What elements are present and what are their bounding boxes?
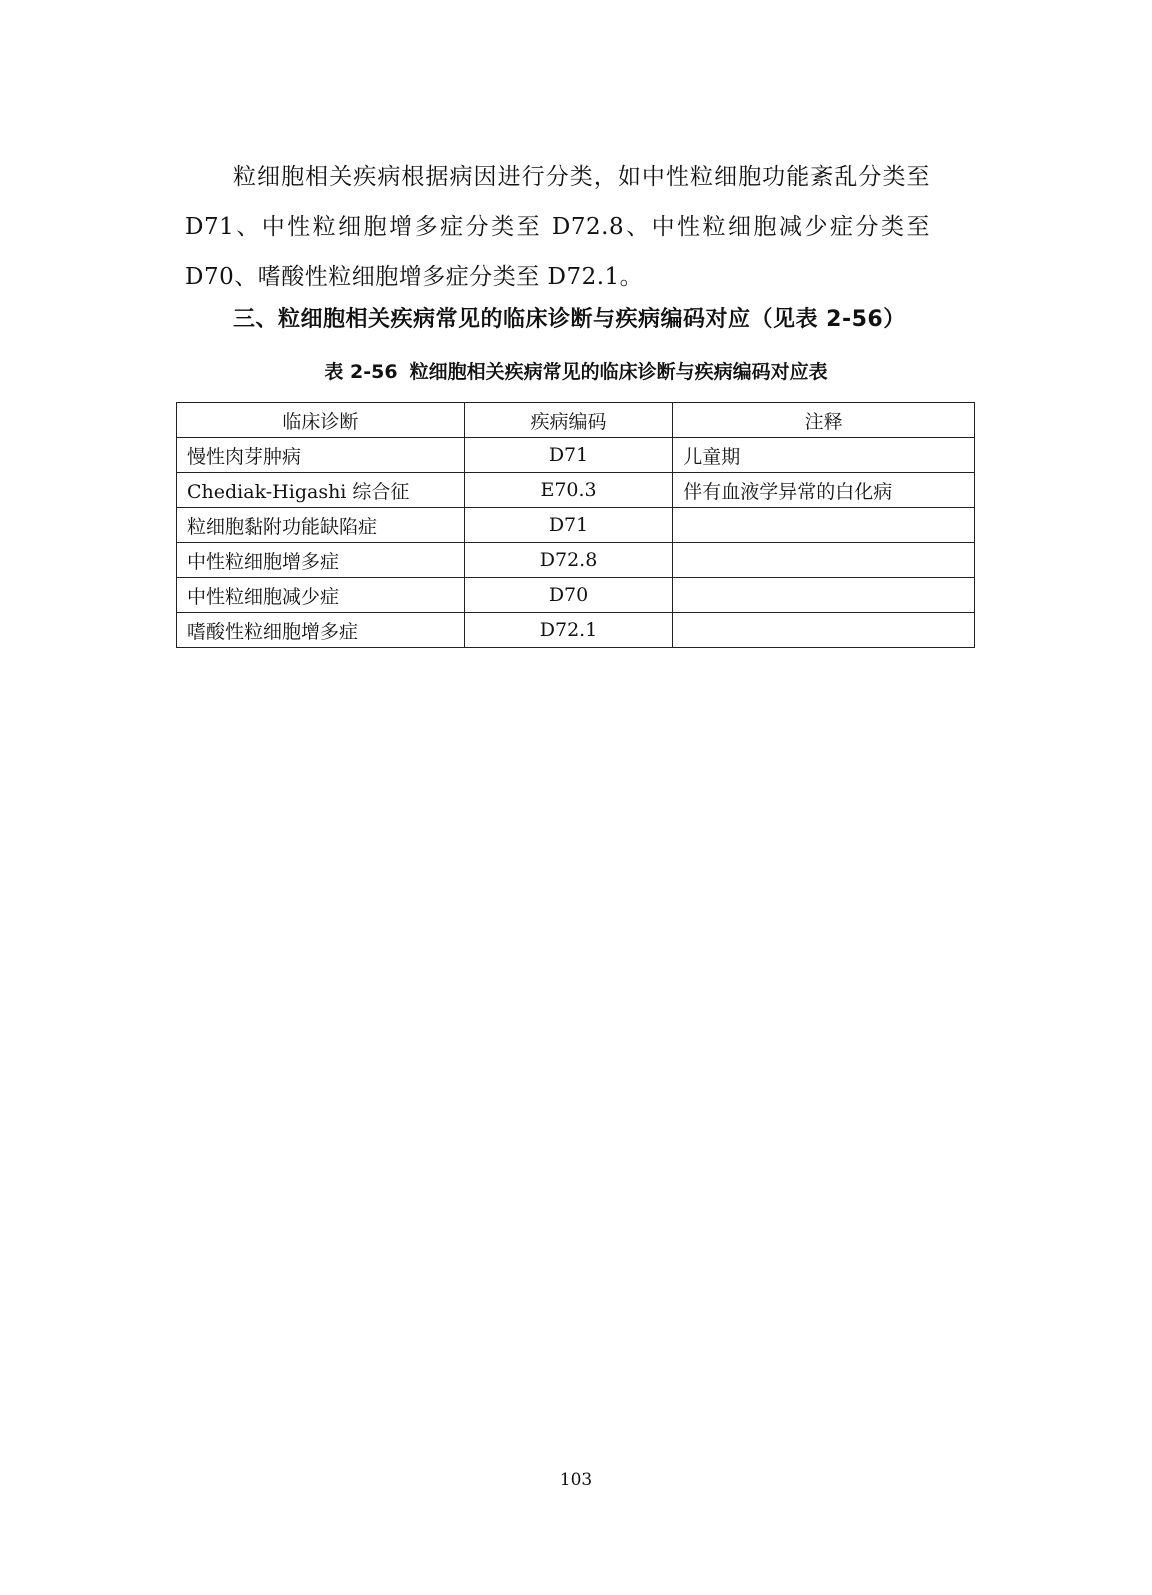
table-row	[177, 543, 975, 578]
diagnosis-cell: 慢性肉芽肿病	[177, 438, 465, 473]
code-cell: E70.3	[464, 473, 673, 508]
table-caption-title: 粒细胞相关疾病常见的临床诊断与疾病编码对应表	[409, 361, 828, 383]
section-heading: 三、粒细胞相关疾病常见的临床诊断与疾病编码对应（见表 2-56）	[233, 307, 906, 332]
diagnosis-cell: 中性粒细胞减少症	[177, 578, 465, 613]
diagnosis-cell: 粒细胞黏附功能缺陷症	[177, 508, 465, 543]
note-cell	[673, 543, 975, 578]
diagnosis-cell: 嗜酸性粒细胞增多症	[177, 613, 465, 648]
table-caption-number: 表 2-56	[324, 361, 398, 383]
code-cell: D70	[464, 578, 673, 613]
table-caption	[0, 356, 1152, 388]
table-row	[177, 473, 975, 508]
header-disease-code: 疾病编码	[464, 403, 673, 438]
header-clinical-diagnosis: 临床诊断	[177, 403, 465, 438]
table-row	[177, 578, 975, 613]
code-cell: D72.8	[464, 543, 673, 578]
code-cell: D71	[464, 438, 673, 473]
note-cell: 伴有血液学异常的白化病	[673, 473, 975, 508]
diagnosis-cell: 中性粒细胞增多症	[177, 543, 465, 578]
table-row	[177, 613, 975, 648]
note-cell: 儿童期	[673, 438, 975, 473]
table-header-row	[177, 403, 975, 438]
table-row	[177, 438, 975, 473]
diagnosis-cell: Chediak-Higashi 综合征	[177, 473, 465, 508]
diagnosis-code-table	[176, 402, 975, 648]
note-cell	[673, 508, 975, 543]
page-number: 103	[559, 1470, 593, 1490]
table-row	[177, 508, 975, 543]
code-cell: D72.1	[464, 613, 673, 648]
note-cell	[673, 613, 975, 648]
code-cell: D71	[464, 508, 673, 543]
body-paragraph: 粒细胞相关疾病根据病因进行分类，如中性粒细胞功能紊乱分类至 D71、中性粒细胞增多症分类至 D72.8、中性粒细胞减少症分类至 D70、嗜酸性粒细胞增多症分类至 D72.1。	[185, 164, 930, 290]
header-note: 注释	[673, 403, 975, 438]
note-cell	[673, 578, 975, 613]
